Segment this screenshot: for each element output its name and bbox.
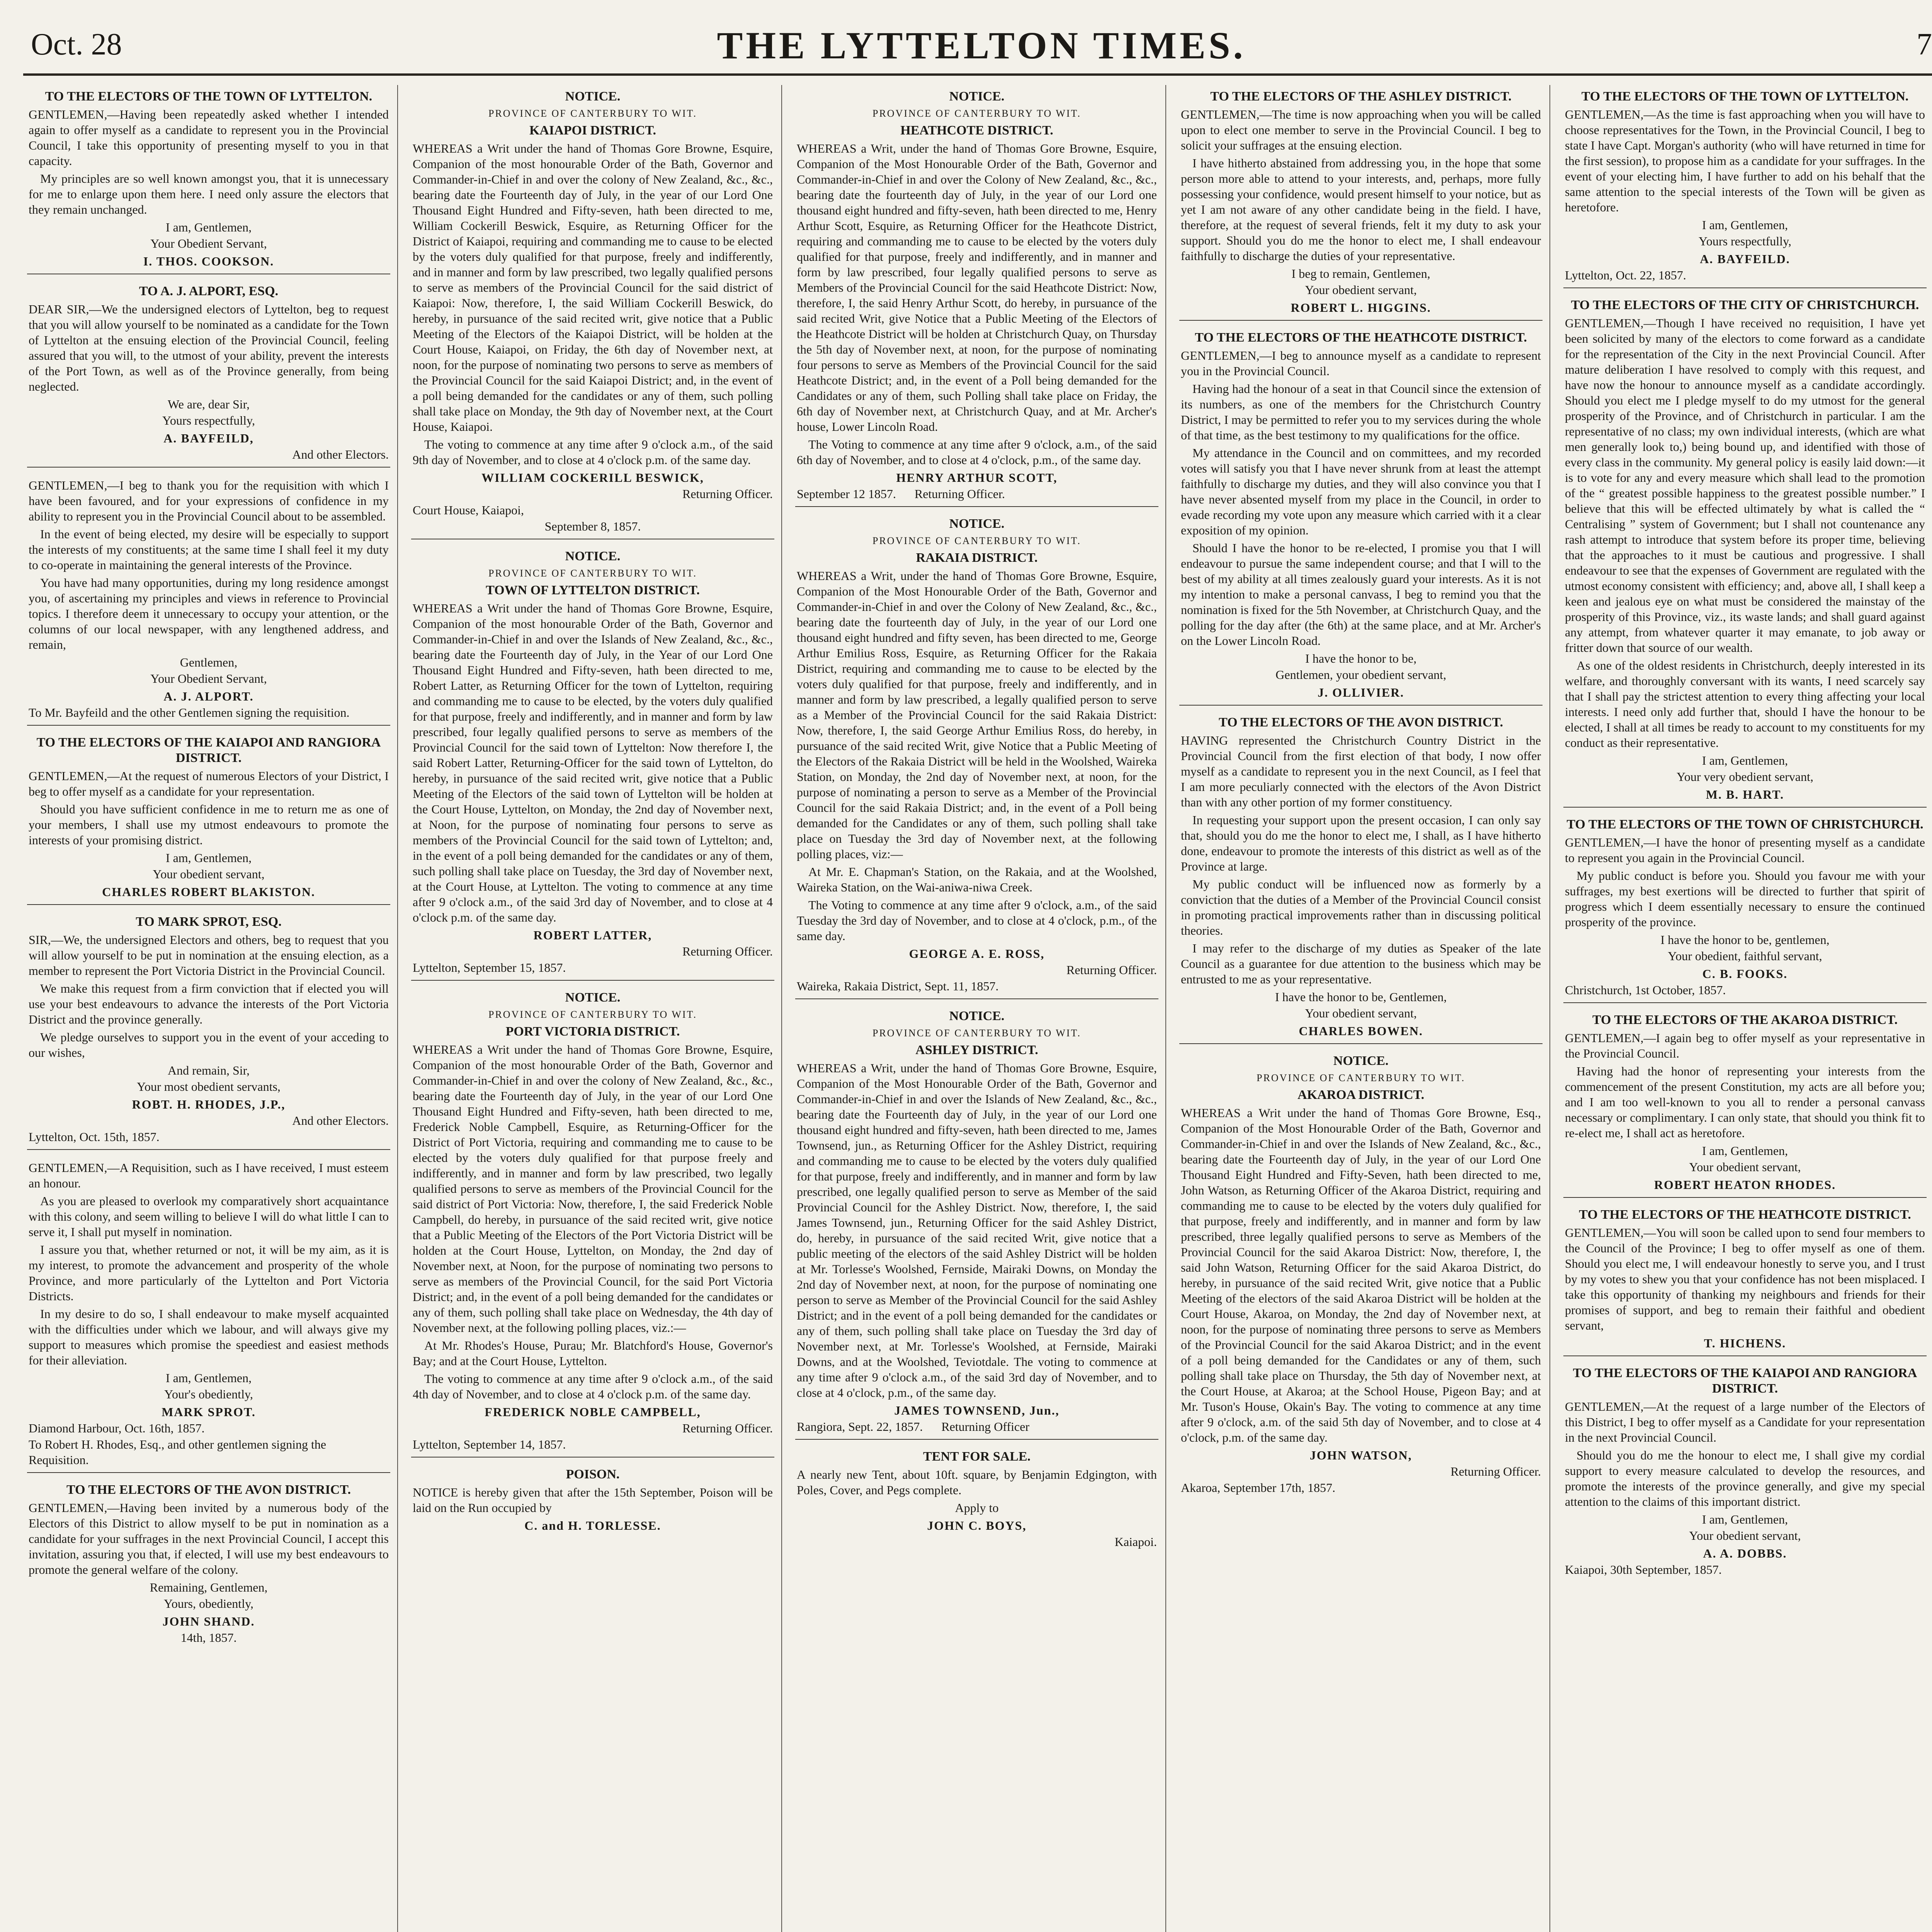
signature: C. B. FOOKS. [1702,967,1788,981]
closing-line: I am, Gentlemen, [1702,218,1788,232]
ad-body: In requesting your support upon the present occasion, I can only say that, should you do me the honor to elect me, I shall, as I have hitherto done, endeavour to promote the interests of this district as well as of the Province at large. [1181,813,1541,873]
ad-footer: September 8, 1857. [544,519,641,533]
footer-date: September 12 1857. [797,487,896,501]
ad-heading: TO THE ELECTORS OF THE TOWN OF LYTTELTON. [1581,89,1909,104]
column-2 [411,85,774,1932]
ad-heading: TO THE ELECTORS OF THE HEATHCOTE DISTRICT. [1195,330,1527,345]
ad-body: WHEREAS a Writ under the hand of Thomas Gore Browne, Esquire, Companion of the most honourable Order of the Bath, Governor and Commander-in-Chief in and over the colony of New Zealand, &c., &c., bearing date the Fourteenth day of July, in the year of our Lord One Thousand Eight Hundred and Fifty-seven, hath been directed to me, William Cockerill Beswick, Esquire, as Returning Officer for the District of Kaiapoi, requiring and commanding me to cause to be elected by the voters duly qualified for that purpose, freely and indifferently, and in manner and form by law prescribed, two legally qualified persons to serve as members of the Provincial Council for the said district of Kaiapoi: Now, therefore, I, the said William Cockerill Beswick, do hereby, in pursuance of the said recited writ, give notice that a Public Meeting of the Electors of the Kaiapoi District, will be holden at the Court House, Kaiapoi, on Friday, the 6th day of November next, at noon, for the purpose of nominating two persons to serve as members of the Provincial Council for the said Kaiapoi District; and, in the event of a poll being demanded for the candidates or any of them, such polling shall take place on Monday, the 9th day of November next, at the Court House, Kaiapoi. [413,141,773,434]
notice-port-victoria [411,986,774,1458]
column-4 [1179,85,1543,1932]
notice-akaroa [1179,1049,1543,1500]
ad-body: WHEREAS a Writ under the hand of Thomas Gore Browne, Esq., Companion of the Most Honourable Order of the Bath, Governor and Commander-in-Chief in and over the Islands of New Zealand, &c., &c., bearing date the Fourteenth day of July, in the year of our Lord One Thousand Eight Hundred and Fifty-Seven, hath been directed to me, John Watson, as Returning Officer of the Akaroa District, requiring and commanding me to cause to be elected by the voters duly qualified for that purpose, freely and indifferently, and in manner and form by law prescribed, three legally qualified persons to serve as Members of the Provincial Council for the said Akaroa District: Now, therefore, I, the said John Watson, Returning Officer for the said Akaroa District, do hereby, in pursuance of the said recited Writ, give notice that a Public Meeting of the electors of the said Akaroa District will be holden at the Court House, Akaroa, on Monday, the 2nd day of November next, at noon, for the purpose of nominating three persons to serve as Members of the Provincial Council for the said Akaroa District; and in the event of a poll being demanded for the Candidates or any of them, such polling shall take place on Thursday, the 5th day of November next, at the Court House, at Akaroa; at the School House, Pigeon Bay; and at Mr. Tuson's House, Okain's Bay. The voting to commence at any time after 9 o'clock, a.m. of the said 5th day of November, and to close at 4 o'clock, p.m. of the same day. [1181,1106,1541,1444]
notice-rakaia [795,512,1158,999]
ad-body: I have hitherto abstained from addressing you, in the hope that some person more able to attend to your interests, and, perhaps, more fully possessing your confidence, would present himself to your notice, but as yet I am not aware of any other candidate being in the field. I have, therefore, at the request of several friends, felt it my duty to ask your support. Should you do me the honor to elect me, I shall endeavour faithfully to discharge the duties of your representative. [1181,156,1541,263]
ad-cookson [27,85,390,274]
closing-line: Yours, obediently, [163,1597,253,1611]
signature: JOHN C. BOYS, [927,1519,1027,1532]
ad-body: GENTLEMEN,—I beg to announce myself as a candidate to represent you in the Provincial Council. [1181,349,1541,378]
closing-line: Your most obedient servants, [137,1080,281,1094]
ad-subheading: PROVINCE OF CANTERBURY TO WIT. [872,108,1081,119]
ad-heading: KAIAPOI DISTRICT. [529,123,656,138]
ad-body: At Mr. Rhodes's House, Purau; Mr. Blatchford's House, Governor's Bay; and at the Court House, Lyttelton. [413,1338,773,1368]
signature-note: Returning Officer. [1450,1464,1541,1478]
ad-footer: Lyttelton, Oct. 15th, 1857. [29,1130,160,1144]
closing-line: We are, dear Sir, [167,397,250,411]
signature: ROBT. H. RHODES, J.P., [132,1097,286,1111]
closing-line: I am, Gentlemen, [165,1371,252,1385]
closing-line: Remaining, Gentlemen, [150,1580,268,1594]
ad-sprot-reply [27,1155,390,1473]
ad-heading: TENT FOR SALE. [923,1449,1031,1464]
masthead [23,15,1932,76]
ad-footer: Kaiapoi. [1114,1535,1157,1549]
ad-body: GENTLEMEN,—Having been invited by a numerous body of the Electors of this District to allow myself to be put in nomination as a candidate for your suffrages in the next Provincial Council, I accept this invitation, assuring you that, if elected, I will use my best endeavours to promote the general welfare of the colony. [29,1501,389,1577]
signature: CHARLES ROBERT BLAKISTON. [102,885,315,899]
signature: M. B. HART. [1706,787,1784,801]
closing-line: Yours respectfully, [162,413,255,427]
notice-lyttelton [411,545,774,981]
signature: A. BAYFEILD. [1700,252,1790,266]
column-5 [1563,85,1927,1932]
signature-note: Returning Officer. [682,487,773,501]
ad-body: GENTLEMEN,—I beg to thank you for the requisition with which I have been favoured, and for your expressions of confidence in my ability to represent you in the Provincial Council about to be assembled. [29,478,389,523]
ad-heading: TO A. J. ALPORT, ESQ. [139,284,279,298]
ad-body: WHEREAS a Writ, under the hand of Thomas Gore Browne, Esquire, Companion of the Most Honourable Order of the Bath, Governor and Commander-in-Chief in and over the Islands of New Zealand, &c., &c., bearing date the Fourteenth day of July, in the year of our Lord one thousand eight hundred and fifty-seven, hath been directed to me, James Townsend, jun., as Returning Officer for the Ashley District, requiring and commanding me to cause to be elected by the voters duly qualified for that purpose, freely and indifferently, and in manner and form by law prescribed, one legally qualified person to serve as Member of the said Provincial Council for the Ashley District. Now, therefore, I, the said James Townsend, jun., Returning Officer for the said Ashley District, do, hereby, in pursuance of the said recited Writ, give notice that a public meeting of the electors of the said Ashley District will be holden at Mr. Torlesse's Woolshed, Fernside, Mairaki Downs, on Monday the 2nd day of November next, at noon, for the purpose of nominating one person to serve as Member of the Provincial Council for the said Ashley District; and in the event of a poll being demanded for the candidates or any of them, such polling shall take place on Tuesday the 3rd day of November next, at Mr. Torlesse's Woolshed, at Fernside, Mairaki Downs, and at the Woolshed, Teviotdale. The voting to commence at any time after 9 o'clock a.m., of the said 3rd day of November, and to close at 4 o'clock, p.m., of the same day. [797,1061,1157,1400]
ad-subheading: PROVINCE OF CANTERBURY TO WIT. [488,568,697,579]
ad-body: As one of the oldest residents in Christchurch, deeply interested in its welfare, and thoroughly conversant with its wants, I need scarcely say that I shall pay the strictest attention to every thing affecting your local interests. I need only add further that, should I have the honour to be elected, I shall at all times be ready to account to my constituents for my conduct as their representative. [1565,658,1925,750]
newspaper-title: THE LYTTELTON TIMES. [717,24,1246,67]
signature: A. J. ALPORT. [163,689,254,703]
footer-officer: Returning Officer. [914,487,1005,501]
ad-heading: NOTICE. [949,89,1005,104]
ad-hart [1563,294,1927,808]
ad-footer: Akaroa, September 17th, 1857. [1181,1481,1335,1495]
signature-note: Returning Officer. [682,944,773,958]
ad-body: Having had the honor of representing your interests from the commencement of the present Constitution, my acts are all before you; and I am too well-known to you all to render a personal canvass necessary or complimentary. I can only state, that should you think fit to re-elect me, I shall act as heretofore. [1565,1064,1925,1140]
signature: ROBERT HEATON RHODES. [1654,1178,1836,1192]
closing-line: I have the honor to be, Gentlemen, [1275,990,1447,1004]
ad-body: At Mr. E. Chapman's Station, on the Rakaia, and at the Woolshed, Waireka Station, on the Wai-aniwa-niwa Creek. [797,865,1157,894]
issue-date: Oct. 28 [31,27,122,61]
ad-body: GENTLEMEN,—The time is now approaching when you will be called upon to elect one member to serve in the Provincial Council. I beg to solicit your suffrages at the ensuing election. [1181,107,1541,152]
closing-line: Your obedient servant, [153,867,265,881]
ad-shand [27,1478,390,1650]
closing-line: Gentlemen, [180,655,238,669]
ad-heading: TO THE ELECTORS OF THE CITY OF CHRISTCHURCH. [1571,298,1919,312]
column-rule [781,85,782,1932]
ad-heading: TOWN OF LYTTELTON DISTRICT. [486,583,700,597]
ad-footer: Court House, Kaiapoi, [413,503,524,517]
ad-heading: NOTICE. [565,549,621,563]
ad-body: The voting to commence at any time after 9 o'clock a.m., of the said 9th day of November, and to close at 4 o'clock p.m. of the same day. [413,437,773,467]
ad-heading: RAKAIA DISTRICT. [916,551,1038,565]
signature: A. A. DOBBS. [1703,1546,1787,1560]
ad-body: GENTLEMEN,—I again beg to offer myself as your representative in the Provincial Council. [1565,1031,1925,1060]
signature: JOHN WATSON, [1310,1448,1412,1462]
closing-line: Your very obedient servant, [1676,770,1813,784]
ad-body: My principles are so well known amongst you, that it is unnecessary for me to enlarge upon them here. I need only assure the electors that they remain unchanged. [29,172,389,216]
ad-heading: TO THE ELECTORS OF THE KAIAPOI AND RANGIORA DISTRICT. [1573,1366,1917,1396]
ad-body: GENTLEMEN,—At the request of numerous Electors of your District, I beg to offer myself as a candidate for your representation. [29,769,389,798]
ad-footer: To Mr. Bayfeild and the other Gentlemen signing the requisition. [29,706,350,719]
closing-line: Your Obedient Servant, [150,236,267,250]
signature-note: Returning Officer. [682,1421,773,1435]
ad-body: GENTLEMEN,—As the time is fast approaching when you will have to choose representatives for the Town, in the Provincial Council, I beg to state I have Capt. Morgan's authority (who will have returned in time for the first session), to propose him as a candidate for your suffrages. In the event of your electing him, I have further to add on his behalf that the same attention to the special interests of the Town will be given as heretofore. [1565,107,1925,214]
ad-heading: TO THE ELECTORS OF THE TOWN OF LYTTELTON. [45,89,372,104]
ad-body: A nearly new Tent, about 10ft. square, by Benjamin Edgington, with Poles, Cover, and Pegs complete. [797,1468,1157,1497]
signature: FREDERICK NOBLE CAMPBELL, [485,1405,701,1419]
ad-heading: TO THE ELECTORS OF THE HEATHCOTE DISTRICT. [1579,1208,1911,1222]
ad-heading: NOTICE. [949,1009,1005,1023]
ad-heading: AKAROA DISTRICT. [1297,1088,1425,1102]
ad-body: SIR,—We, the undersigned Electors and others, beg to request that you will allow yourself to be put in nomination at the ensuing election, as a member to represent the Port Victoria District in the Provincial Council. [29,933,389,978]
ad-footer: Lyttelton, September 15, 1857. [413,961,566,975]
closing-line: I have the honor to be, gentlemen, [1660,933,1830,947]
ad-body: GENTLEMEN,—Having been repeatedly asked whether I intended again to offer myself as a candidate to represent you in the Provincial Council, I take this opportunity of presenting myself to you in that capacity. [29,107,389,168]
ad-footer: Waireka, Rakaia District, Sept. 11, 1857. [797,979,999,993]
ad-heading: TO THE ELECTORS OF THE AVON DISTRICT. [1219,715,1503,730]
signature: HENRY ARTHUR SCOTT, [896,471,1058,485]
ad-footer: To Robert H. Rhodes, Esq., and other gentlemen signing the Requisition. [29,1437,327,1467]
closing-line: I beg to remain, Gentlemen, [1291,267,1430,281]
ad-bowen [1179,711,1543,1044]
ad-heading: TO THE ELECTORS OF THE TOWN OF CHRISTCHURCH. [1566,817,1923,832]
ad-body: The Voting to commence at any time after 9 o'clock, a.m., of the said 6th day of November, and to close at 4 o'clock, p.m., of the same day. [797,437,1157,467]
ad-heading: NOTICE. [1333,1054,1389,1068]
ad-footer [797,1419,1157,1434]
ad-body: WHEREAS a Writ under the hand of Thomas Gore Browne, Esquire, Companion of the most honourable Order of the Bath, Governor and Commander-in-Chief in and over the Islands of New Zealand, &c., &c., bearing date the Fourteenth day of July, in the Year of our Lord One Thousand Eight Hundred and Fifty-seven, hath been directed to me, Robert Latter, as Returning Officer for the town of Lyttelton, requiring and commanding me to cause to be elected, by the voters duly qualified for that purpose, freely and indifferently, and in manner and form by law prescribed, four legally qualified persons to serve as members of the Provincial Council for the said town of Lyttelton: Now therefore I, the said Robert Latter, Returning-Officer for the said town of Lyttelton, do hereby, in pursuance of the said recited writ, give notice that a Public Meeting of the Electors of the said town of Lyttelton will be holden at the Court House, Lyttelton, on Monday, the 2nd day of November next, at Noon, for the purpose of nominating four persons to serve as members of the Provincial Council for the said town of Lyttelton; and, in the event of a poll being demanded for the candidates or any of them, such polling shall take place on Tuesday, the 3rd day of November next, at the Court House, at Lyttelton. The voting to commence at any time after 9 o'clock a.m., of the said 3rd day of November, and to close at 4 o'clock p.m. of the same day. [413,601,773,924]
ad-subheading: PROVINCE OF CANTERBURY TO WIT. [488,1009,697,1020]
ad-body: As you are pleased to overlook my comparatively short acquaintance with this colony, and seem willing to believe I will do what little I can to serve it, I shall put myself in nomination. [29,1194,389,1239]
ad-body: GENTLEMEN,—Though I have received no requisition, I have yet been solicited by many of the electors to come forward as a candidate for the representation of the City in the next Provincial Council. After mature deliberation I have resolved to comply with this request, and have now the honour to announce myself as a candidate accordingly. Should you elect me I pledge myself to do my utmost for the general prosperity of the Province, and of Christchurch in particular. I am the representative of no class; my own individual interests, (which are what men generally look to,) being bound up, and identified with those of every class in the community. My general policy is easily laid down:—it is to vote for any and every measure which shall lead to the promotion of the “ greatest possible happiness to the greatest possible number.” I believe that this will be effected ultimately by what is called the “ Centralising ” system of Government; but I shall not countenance any rash attempt to introduce that system before its proper time, believing that the approaches to it must be cautious and progressive. I shall endeavour to see that the expenses of Government are regulated with the utmost economy consistent with efficiency; and, above all, I shall keep a keen and jealous eye on what must be considered the mainstay of the prosperity of this Province, viz., its waste lands; and shall guard against any attempt, from whatever quarter it may emanate, to job away or fritter down that source of our wealth. [1565,316,1925,655]
ad-heading: NOTICE. [565,89,621,104]
footer-officer: Returning Officer [941,1420,1029,1434]
closing-line: Your obedient servant, [1689,1529,1801,1543]
ad-bayfeild [1563,85,1927,288]
ad-heading: TO MARK SPROT, ESQ. [136,915,282,929]
ad-body: In the event of being elected, my desire will be especially to support the interests of my constituents; at the same time I shall feel it my duty to co-operate in maintaining the general interests of the Province. [29,527,389,572]
signature-note: And other Electors. [292,1114,389,1128]
ad-footer: Diamond Harbour, Oct. 16th, 1857. [29,1421,205,1435]
ad-body: My attendance in the Council and on committees, and my recorded votes will satisfy you that I have never shrunk from at least the attempt faithfully to discharge my duties, and they will also convince you that I have never absented myself from my place in the Council, in order to evade recording my vote upon any measure which carried with it a clear exposition of my opinion. [1181,446,1541,537]
ad-fooks [1563,813,1927,1003]
ad-body: GENTLEMEN,—I have the honor of presenting myself as a candidate to represent you again in the Provincial Council. [1565,835,1925,865]
ad-hichens [1563,1203,1927,1356]
ad-body: Should I have the honor to be re-elected, I promise you that I will endeavour to pursue the same independent course; and that I will to the best of my ability at all times zealously guard your interests. As it is not my intention to make a personal canvass, I beg to remind you that the nomination is fixed for the 5th November, at Christchurch Quay, and the polling for the day after (the 6th) at the same place, and at Mr. Archer's on the Lower Lincoln Road. [1181,541,1541,648]
ad-body: HAVING represented the Christchurch Country District in the Provincial Council from the first election of that body, I now offer myself as a candidate to represent you in the next Council, as I feel that I am more peculiarly connected with the electors of the Avon District than with any other portion of my former constituency. [1181,733,1541,809]
ad-higgins [1179,85,1543,321]
column-rule [1165,85,1166,1932]
ad-body: The voting to commence at any time after 9 o'clock a.m., of the said 4th day of November, and to close at 4 o'clock p.m. of the same day. [413,1372,773,1401]
closing-line: Your obedient servant, [1305,1006,1417,1020]
ad-heading: NOTICE. [565,990,621,1005]
ad-body: GENTLEMEN,—At the request of a large number of the Electors of this District, I beg to offer myself as a Candidate for your representation in the next Provincial Council. [1565,1400,1925,1444]
ad-body: Should you have sufficient confidence in me to return me as one of your members, I shall use my utmost endeavours to promote the interests of your promising district. [29,802,389,847]
ad-sprot-requisition [27,910,390,1150]
ad-body: The Voting to commence at any time after 9 o'clock, a.m., of the said Tuesday the 3rd day of November, and to close at 4 o'clock, p.m., of the same day. [797,898,1157,943]
column-rule [397,85,398,1932]
footer-date: Rangiora, Sept. 22, 1857. [797,1420,923,1434]
column-rule [1549,85,1550,1932]
signature: GEORGE A. E. ROSS, [909,947,1045,961]
ad-heading: ASHLEY DISTRICT. [915,1043,1038,1057]
closing-line: I am, Gentlemen, [1702,1512,1788,1526]
notice-ashley [795,1005,1158,1440]
ad-alport-requisition [27,280,390,468]
ad-subheading: PROVINCE OF CANTERBURY TO WIT. [872,535,1081,546]
notice-kaiapoi [411,85,774,539]
ad-body: GENTLEMEN,—You will soon be called upon to send four members to the Council of the Province; I beg to offer myself as one of them. Should you elect me, I will endeavour honestly to serve you, and I trust by my votes to shew you that your confidence has not been misplaced. I take this opportunity of thanking my neighbours and friends for their promises of support, and beg to remain their faithful and obedient servant, [1565,1226,1925,1332]
ad-body: My public conduct is before you. Should you favour me with your suffrages, my best exertions will be directed to further that spirit of progress which I deem essentially necessary to ensure the continued prosperity of the province. [1565,869,1925,929]
ad-ollivier [1179,326,1543,706]
signature-note: And other Electors. [292,447,389,461]
ad-body: We make this request from a firm conviction that if elected you will use your best endeavours to advance the interests of the Port Victoria District and the province generally. [29,981,389,1026]
ad-subheading: PROVINCE OF CANTERBURY TO WIT. [488,108,697,119]
ad-body: We pledge ourselves to support you in the event of your acceding to our wishes, [29,1030,389,1060]
ad-subheading: PROVINCE OF CANTERBURY TO WIT. [1257,1072,1465,1083]
page-number: 7 [1917,27,1932,61]
ad-heading: HEATHCOTE DISTRICT. [900,123,1053,138]
column-1 [27,85,390,1932]
ad-body: You have had many opportunities, during my long residence amongst you, of ascertaining my principles and views in reference to Provincial topics. I therefore deem it unnecessary to occupy your attention, or the columns of our local newspaper, with any lengthened address, and remain, [29,576,389,651]
ad-blakiston [27,731,390,905]
closing-line: I have the honor to be, [1305,651,1417,665]
ad-footer: Lyttelton, September 14, 1857. [413,1437,566,1451]
ad-body: WHEREAS a Writ under the hand of Thomas Gore Browne, Esquire, Companion of the most honourable Order of the Bath, Governor and Commander-in-Chief in and over the colony of New Zealand, &c., &c., bearing date the Fourteenth day of July, in the year of our Lord One Thousand Eight Hundred and Fifty-seven, hath been directed to me, Frederick Noble Campbell, Esquire, as Returning-Officer for the District of Port Victoria, requiring and commanding me to cause to be elected by the voters duly qualified for that purpose freely and indifferently, and in manner and form by law prescribed, two legally qualified persons to serve as members of the Provincial Council for the said district of Port Victoria: Now, therefore, I, the said Frederick Noble Campbell, do hereby, in pursuance of the said recited writ, give notice that a Public Meeting of the Electors of the Port Victoria District will be holden at the Court House, Lyttelton, on Monday, the 2nd day of November next, at Noon, for the purpose of nominating two persons to serve as members of the Provincial Council, for the said Port Victoria District; and, in the event of a poll being demanded for the candidates or any of them, such polling shall take place on Wednesday, the 4th day of November next, at the following polling places, viz.:— [413,1043,773,1335]
ad-heading: TO THE ELECTORS OF THE AKAROA DISTRICT. [1592,1013,1898,1027]
ad-heading: TO THE ELECTORS OF THE AVON DISTRICT. [66,1483,351,1497]
closing-line: I am, Gentlemen, [165,220,252,234]
ad-dobbs [1563,1362,1927,1582]
ad-body: NOTICE is hereby given that after the 15th September, Poison will be laid on the Run occupied by [413,1485,773,1515]
ad-body: My public conduct will be influenced now as formerly by a conviction that the duties of a Member of the Provincial Council consist in promoting practical improvements rather than in discussing political theories. [1181,877,1541,937]
signature: JAMES TOWNSEND, Jun., [894,1403,1060,1417]
ad-body: WHEREAS a Writ, under the hand of Thomas Gore Browne, Esquire, Companion of the Most Honourable Order of the Bath, Governor and Commander-in-Chief in and over the Colony of New Zealand, &c., &c., bearing date the fourteenth day of July, in the year of our Lord one thousand eight hundred and fifty-seven, hath been directed to me, Henry Arthur Scott, Esquire, as Returning Officer for the Heathcote District, requiring and commanding me to cause to be elected by the voters duly qualified for that purpose, freely and indifferently, and in manner and form by law prescribed, four legally qualified persons to serve as Members of the Provincial Council for the said Heathcote District: Now, therefore, I, the said Henry Arthur Scott, do hereby, in pursuance of the said recited Writ, give Notice that a Public Meeting of the Electors of the Heathcote District will be holden at Christchurch Quay, on Thursday the 5th day of November next, at noon, for the purpose of nominating four persons to serve as Members of the Provincial Council for the said Heathcote District; and, in the event of a Poll being demanded for the Candidates or any of them, such Polling shall take place on Friday, the 6th day of November next, at Christchurch Quay, and at Mr. Archer's house, Lower Lincoln Road. [797,141,1157,434]
signature: MARK SPROT. [162,1405,256,1419]
closing-line: I am, Gentlemen, [165,851,252,865]
ad-body: In my desire to do so, I shall endeavour to make myself acquainted with the difficulties under which we labour, and will always give my support to measures which promise the speediest and easiest methods for their alleviation. [29,1307,389,1367]
ad-footer: 14th, 1857. [180,1631,237,1645]
ad-body: WHEREAS a Writ, under the hand of Thomas Gore Browne, Esquire, Companion of the Most Honourable Order of the Bath, Governor and Commander-in-Chief in and over the Colony of New Zealand, &c., &c., bearing date the fourteenth day of July, in the year of our Lord one thousand eight hundred and fifty seven, has been directed to me, George Arthur Emilius Ross, Esquire, as Returning Officer for the Rakaia District, requiring and commanding me to cause to be elected by the voters duly qualified for that purpose, freely and indifferently, and in manner and form by law prescribed, a legally qualified person to serve as a Member of the Provincial Council for the said Rakaia District: Now, therefore, I, the said George Arthur Emilius Ross, do hereby, in pursuance of the said recited Writ, give Notice that a Public Meeting of the Electors of the Rakaia District will be held in the Woolshed, Waireka Station, on Monday, the 2nd day of November next, at noon, for the purpose of nominating a person to serve as a Member of the Provincial Council for the said Rakaia District; and, in the event of a Poll being demanded for the Candidates or any of them, such polling shall take place on Tuesday the 3rd day of November next, at the following polling places, viz:— [797,569,1157,861]
signature: C. and H. TORLESSE. [524,1519,661,1532]
signature: I. THOS. COOKSON. [143,254,274,268]
signature: ROBERT LATTER, [533,928,652,942]
closing-line: And remain, Sir, [167,1063,250,1077]
closing-line: Your obedient, faithful servant, [1668,949,1822,963]
closing-line: Your obedient servant, [1305,283,1417,297]
apply-line: Apply to [955,1501,999,1515]
notice-poison [411,1463,774,1538]
ad-body: DEAR SIR,—We the undersigned electors of Lyttelton, beg to request that you will allow yourself to be nominated as a candidate for the Town of Lyttelton at the ensuing election of the Provincial Council, feeling assured that you will, to the utmost of your ability, prevent the interests of the Port Town, as well as of the Province generally, from being neglected. [29,302,389,393]
ad-body: Should you do me the honour to elect me, I shall give my cordial support to every measure calculated to develop the resources, and promote the interests of the province generally, and give my special attention to the claims of this important district. [1565,1448,1925,1509]
ad-body: Having had the honour of a seat in that Council since the extension of its numbers, as one of the members for the Christchurch Country District, I may be permitted to refer you to my services during the whole of that time, as the best testimony to my qualifications for the office. [1181,382,1541,442]
signature: A. BAYFEILD, [163,431,254,445]
closing-line: I am, Gentlemen, [1702,1144,1788,1158]
signature: WILLIAM COCKERILL BESWICK, [481,471,704,485]
ad-footer: Kaiapoi, 30th September, 1857. [1565,1563,1722,1577]
signature: J. OLLIVIER. [1317,685,1405,699]
ad-body: I assure you that, whether returned or not, it will be my aim, as it is my interest, to promote the advancement and prosperity of the whole Province, and more particularly of the Lyttelton and Port Victoria Districts. [29,1243,389,1303]
ad-footer: Lyttelton, Oct. 22, 1857. [1565,268,1686,282]
closing-line: I am, Gentlemen, [1702,753,1788,767]
closing-line: Your obedient servant, [1689,1160,1801,1174]
closing-line: Yours respectfully, [1699,234,1791,248]
column-3 [795,85,1158,1932]
closing-line: Your's obediently, [164,1387,253,1401]
signature: JOHN SHAND. [162,1614,255,1628]
notice-heathcote [795,85,1158,507]
ad-rhodes [1563,1009,1927,1198]
ad-heading: TO THE ELECTORS OF THE KAIAPOI AND RANGIORA DISTRICT. [36,735,381,765]
ad-body: I may refer to the discharge of my duties as Speaker of the late Council as a guarantee for due attention to the business which may be entrusted to me as your representative. [1181,941,1541,986]
ad-heading: NOTICE. [949,517,1005,531]
ad-tent-for-sale [795,1445,1158,1554]
ad-subheading: PROVINCE OF CANTERBURY TO WIT. [872,1027,1081,1039]
closing-line: Gentlemen, your obedient servant, [1276,668,1446,682]
closing-line: Your Obedient Servant, [150,672,267,685]
ad-heading: PORT VICTORIA DISTRICT. [505,1024,680,1039]
signature-note: Returning Officer. [1066,963,1157,977]
ad-alport-reply [27,473,390,726]
ad-footer [797,486,1157,502]
signature: CHARLES BOWEN. [1299,1024,1423,1038]
ad-heading: TO THE ELECTORS OF THE ASHLEY DISTRICT. [1210,89,1512,104]
ad-footer: Christchurch, 1st October, 1857. [1565,983,1726,997]
signature: T. HICHENS. [1704,1336,1786,1350]
ad-heading: POISON. [566,1467,620,1481]
signature: ROBERT L. HIGGINS. [1291,301,1431,315]
ad-body: GENTLEMEN,—A Requisition, such as I have received, I must esteem an honour. [29,1161,389,1190]
